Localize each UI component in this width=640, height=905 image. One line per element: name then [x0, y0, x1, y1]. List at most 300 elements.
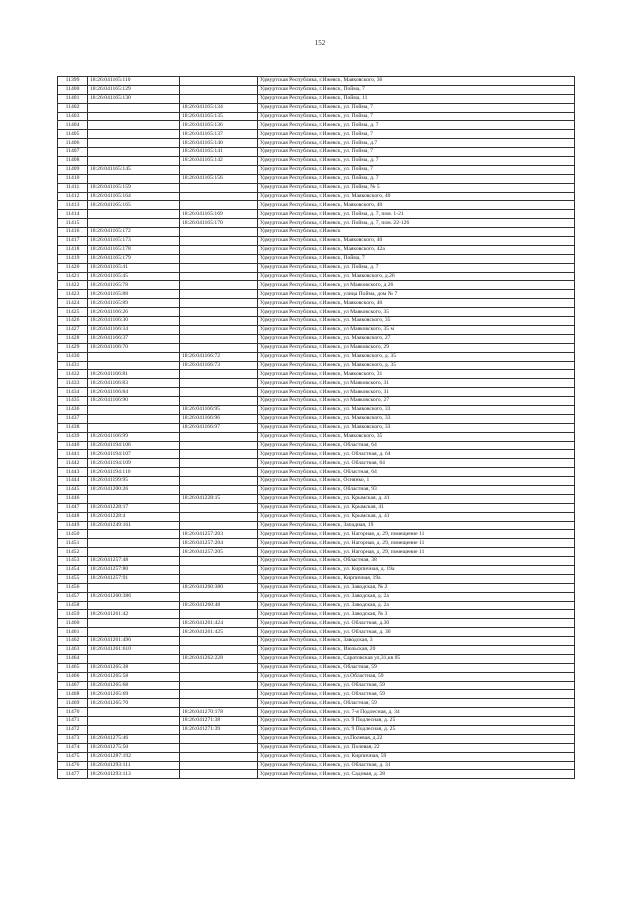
building-cadastral-number — [180, 450, 258, 459]
land-cadastral-number — [88, 405, 180, 414]
building-cadastral-number — [180, 734, 258, 743]
address: Удмуртская Республика, г.Ижевск, Маяковского, 31 — [258, 370, 575, 379]
land-cadastral-number — [88, 352, 180, 361]
row-number: 11436 — [58, 405, 88, 414]
building-cadastral-number: 18:26:041257:205 — [180, 548, 258, 557]
land-cadastral-number: 18:26:041261:610 — [88, 646, 180, 655]
address: Удмуртская Республика, г.Ижевск, ул. Маяковского, 33 — [258, 405, 575, 414]
building-cadastral-number: 18:26:041270:178 — [180, 708, 258, 717]
row-number: 11465 — [58, 663, 88, 672]
land-cadastral-number: 18:26:041166:99 — [88, 432, 180, 441]
building-cadastral-number — [180, 272, 258, 281]
table-row — [58, 690, 575, 699]
building-cadastral-number — [180, 254, 258, 263]
address: Удмуртская Республика, г.Ижевск, ул. Пойма, 7 — [258, 148, 575, 157]
land-cadastral-number: 18:26:041265:69 — [88, 690, 180, 699]
address: Удмуртская Республика, г.Ижевск, ул. Маяковского, 27 — [258, 334, 575, 343]
table-row — [58, 423, 575, 432]
row-number: 11416 — [58, 228, 88, 237]
building-cadastral-number: 18:26:041165:135 — [180, 112, 258, 121]
land-cadastral-number: 18:26:041166:26 — [88, 308, 180, 317]
address: Удмуртская Республика, г.Ижевск, ул. Пойма, д. 7, пом. 1-21 — [258, 210, 575, 219]
row-number: 11417 — [58, 237, 88, 246]
building-cadastral-number — [180, 699, 258, 708]
row-number: 11422 — [58, 281, 88, 290]
address: Удмуртская Республика, г.Ижевск, Западная, 19 — [258, 521, 575, 530]
land-cadastral-number — [88, 654, 180, 663]
land-cadastral-number — [88, 219, 180, 228]
row-number: 11447 — [58, 503, 88, 512]
land-cadastral-number: 18:26:041165:45 — [88, 272, 180, 281]
row-number: 11429 — [58, 343, 88, 352]
row-number: 11401 — [58, 94, 88, 103]
address: Удмуртская Республика, г.Ижевск, ул. Маяковского, д.26 — [258, 272, 575, 281]
table-row — [58, 121, 575, 130]
building-cadastral-number — [180, 299, 258, 308]
building-cadastral-number — [180, 574, 258, 583]
table-row — [58, 414, 575, 423]
table-row — [58, 565, 575, 574]
land-cadastral-number: 18:26:041265:68 — [88, 681, 180, 690]
land-cadastral-number: 18:26:041275:50 — [88, 743, 180, 752]
table-row — [58, 245, 575, 254]
table-row — [58, 254, 575, 263]
building-cadastral-number — [180, 308, 258, 317]
building-cadastral-number: 18:26:041165:137 — [180, 130, 258, 139]
row-number: 11419 — [58, 254, 88, 263]
land-cadastral-number — [88, 601, 180, 610]
table-row — [58, 308, 575, 317]
table-row — [58, 325, 575, 334]
land-cadastral-number: 18:26:041165:130 — [88, 94, 180, 103]
building-cadastral-number: 18:26:041228:15 — [180, 494, 258, 503]
table-row — [58, 272, 575, 281]
land-cadastral-number: 18:26:041200:26 — [88, 485, 180, 494]
land-cadastral-number — [88, 423, 180, 432]
building-cadastral-number — [180, 663, 258, 672]
land-cadastral-number — [88, 619, 180, 628]
address: Удмуртская Республика, г.Ижевск, ул. Пойма, 7 — [258, 112, 575, 121]
row-number: 11471 — [58, 717, 88, 726]
land-cadastral-number — [88, 530, 180, 539]
table-row — [58, 290, 575, 299]
address: Удмуртская Республика, г.Ижевск, ул. Пойма, д. 7 — [258, 174, 575, 183]
table-row — [58, 397, 575, 406]
land-cadastral-number: 18:26:041194:110 — [88, 468, 180, 477]
table-row — [58, 503, 575, 512]
address: Удмуртская Республика, г.Ижевск, Маяковского, 36 — [258, 77, 575, 86]
building-cadastral-number — [180, 503, 258, 512]
table-row — [58, 94, 575, 103]
table-row — [58, 512, 575, 521]
building-cadastral-number: 18:26:041165:134 — [180, 103, 258, 112]
land-cadastral-number: 18:26:041261:496 — [88, 637, 180, 646]
land-cadastral-number: 18:26:041166:84 — [88, 388, 180, 397]
table-row — [58, 583, 575, 592]
land-cadastral-number: 18:26:041166:34 — [88, 325, 180, 334]
building-cadastral-number: 18:26:041165:141 — [180, 148, 258, 157]
row-number: 11409 — [58, 165, 88, 174]
row-number: 11431 — [58, 361, 88, 370]
row-number: 11420 — [58, 263, 88, 272]
table-row — [58, 317, 575, 326]
table-row — [58, 165, 575, 174]
address: Удмуртская Республика, г.Ижевск, ул. Нагорная, д. 29, помещение 11 — [258, 548, 575, 557]
row-number: 11438 — [58, 423, 88, 432]
row-number: 11402 — [58, 103, 88, 112]
land-cadastral-number — [88, 583, 180, 592]
building-cadastral-number: 18:26:041271:39 — [180, 726, 258, 735]
row-number: 11423 — [58, 290, 88, 299]
address: Удмуртская Республика, г.Ижевск, ул Маяковского, 35 — [258, 308, 575, 317]
address: Удмуртская Республика, г.Ижевск, ул. Заводская, № 3 — [258, 610, 575, 619]
building-cadastral-number: 18:26:041165:136 — [180, 121, 258, 130]
building-cadastral-number — [180, 637, 258, 646]
address: Удмуртская Республика, г.Ижевск, ул. Пойма, д.7 — [258, 139, 575, 148]
building-cadastral-number — [180, 94, 258, 103]
building-cadastral-number — [180, 468, 258, 477]
row-number: 11443 — [58, 468, 88, 477]
row-number: 11428 — [58, 334, 88, 343]
address: Удмуртская Республика, г.Ижевск, Областная, 64 — [258, 441, 575, 450]
land-cadastral-number — [88, 121, 180, 130]
row-number: 11476 — [58, 761, 88, 770]
building-cadastral-number — [180, 690, 258, 699]
land-cadastral-number: 18:26:041165:88 — [88, 290, 180, 299]
row-number: 11473 — [58, 734, 88, 743]
address: Удмуртская Республика, г.Ижевск, ул. Нагорная, д. 29, помещение 11 — [258, 530, 575, 539]
row-number: 11463 — [58, 646, 88, 655]
address: Удмуртская Республика, г.Ижевск, ул. Областная, д. 31 — [258, 761, 575, 770]
building-cadastral-number — [180, 565, 258, 574]
row-number: 11439 — [58, 432, 88, 441]
building-cadastral-number: 18:26:041166:95 — [180, 405, 258, 414]
building-cadastral-number — [180, 228, 258, 237]
row-number: 11475 — [58, 752, 88, 761]
land-cadastral-number — [88, 361, 180, 370]
row-number: 11442 — [58, 459, 88, 468]
land-cadastral-number: 18:26:041166:83 — [88, 379, 180, 388]
building-cadastral-number — [180, 165, 258, 174]
address: Удмуртская Республика, г.Ижевск, ул. Заводская, д. 2а — [258, 601, 575, 610]
table-row — [58, 379, 575, 388]
row-number: 11406 — [58, 139, 88, 148]
table-row — [58, 228, 575, 237]
table-row — [58, 610, 575, 619]
row-number: 11434 — [58, 388, 88, 397]
row-number: 11403 — [58, 112, 88, 121]
table-row — [58, 174, 575, 183]
land-cadastral-number: 18:26:041165:159 — [88, 183, 180, 192]
building-cadastral-number — [180, 646, 258, 655]
building-cadastral-number: 18:26:041166:97 — [180, 423, 258, 432]
table-row — [58, 334, 575, 343]
address: Удмуртская Республика, г.Ижевск, Оснянко, 1 — [258, 477, 575, 486]
row-number: 11446 — [58, 494, 88, 503]
table-row — [58, 654, 575, 663]
table-row — [58, 628, 575, 637]
land-cadastral-number: 18:26:041265:58 — [88, 672, 180, 681]
address: Удмуртская Республика, г.Ижевск, улица Пойма, дом № 7 — [258, 290, 575, 299]
table-row — [58, 485, 575, 494]
row-number: 11430 — [58, 352, 88, 361]
address: Удмуртская Республика, г.Ижевск, Кирпичная, 19а — [258, 574, 575, 583]
table-row — [58, 459, 575, 468]
building-cadastral-number — [180, 290, 258, 299]
land-cadastral-number — [88, 726, 180, 735]
address: Удмуртская Республика, г.Ижевск, ул. Пойма, 7 — [258, 130, 575, 139]
address: Удмуртская Республика, г.Ижевск, ул. Заводская, д. 2а — [258, 592, 575, 601]
land-cadastral-number: 18:26:041261:42 — [88, 610, 180, 619]
table-row — [58, 112, 575, 121]
row-number: 11432 — [58, 370, 88, 379]
registry-rows — [58, 77, 575, 779]
table-row — [58, 548, 575, 557]
table-row — [58, 450, 575, 459]
address: Удмуртская Республика, г.Ижевск, Областная, 59 — [258, 663, 575, 672]
address: Удмуртская Республика, г.Ижевск, Маяковского, 42а — [258, 245, 575, 254]
land-cadastral-number: 18:26:041166:81 — [88, 370, 180, 379]
building-cadastral-number: 18:26:041165:156 — [180, 174, 258, 183]
address: Удмуртская Республика, г.Ижевск, Областная, 38 — [258, 557, 575, 566]
building-cadastral-number — [180, 281, 258, 290]
land-cadastral-number: 18:26:041293:111 — [88, 761, 180, 770]
address: Удмуртская Республика, г.Ижевск, ул.Областная, 59 — [258, 672, 575, 681]
row-number: 11477 — [58, 770, 88, 779]
land-cadastral-number — [88, 112, 180, 121]
building-cadastral-number: 18:26:041165:170 — [180, 219, 258, 228]
address: Удмуртская Республика, г.Ижевск, ул Маяковского, 27 — [258, 397, 575, 406]
row-number: 11470 — [58, 708, 88, 717]
land-cadastral-number: 18:26:041166:30 — [88, 317, 180, 326]
row-number: 11452 — [58, 548, 88, 557]
building-cadastral-number — [180, 761, 258, 770]
address: Удмуртская Республика, г.Ижевск, ул. Кирпичная, 59 — [258, 752, 575, 761]
address: Удмуртская Республика, г.Ижевск, ул. Крымская, д. 41 — [258, 512, 575, 521]
row-number: 11415 — [58, 219, 88, 228]
table-row — [58, 574, 575, 583]
table-row — [58, 699, 575, 708]
land-cadastral-number — [88, 628, 180, 637]
row-number: 11418 — [58, 245, 88, 254]
land-cadastral-number: 18:26:041194:109 — [88, 459, 180, 468]
address: Удмуртская Республика, г.Ижевск, ул. Областная, 59 — [258, 690, 575, 699]
building-cadastral-number: 18:26:041166:72 — [180, 352, 258, 361]
address: Удмуртская Республика, г.Ижевск, Маяковского, 40 — [258, 201, 575, 210]
building-cadastral-number — [180, 245, 258, 254]
land-cadastral-number: 18:26:041165:179 — [88, 254, 180, 263]
address: Удмуртская Республика, г.Ижевск, ул. Пойма, д. 7 — [258, 157, 575, 166]
building-cadastral-number — [180, 237, 258, 246]
address: Удмуртская Республика, г.Ижевск, Пойма, 11 — [258, 94, 575, 103]
building-cadastral-number — [180, 557, 258, 566]
row-number: 11441 — [58, 450, 88, 459]
building-cadastral-number — [180, 192, 258, 201]
land-cadastral-number: 18:26:041165:145 — [88, 165, 180, 174]
row-number: 11466 — [58, 672, 88, 681]
table-row — [58, 352, 575, 361]
land-cadastral-number — [88, 174, 180, 183]
row-number: 11449 — [58, 521, 88, 530]
building-cadastral-number: 18:26:041165:142 — [180, 157, 258, 166]
row-number: 11459 — [58, 610, 88, 619]
land-cadastral-number: 18:26:041257:80 — [88, 565, 180, 574]
land-cadastral-number — [88, 494, 180, 503]
building-cadastral-number: 18:26:041261:425 — [180, 628, 258, 637]
land-cadastral-number: 18:26:041165:129 — [88, 85, 180, 94]
building-cadastral-number — [180, 459, 258, 468]
land-cadastral-number: 18:26:041165:173 — [88, 237, 180, 246]
address: Удмуртская Республика, г.Ижевск, ул. Маяковского, 40 — [258, 192, 575, 201]
building-cadastral-number — [180, 485, 258, 494]
address: Удмуртская Республика, г.Ижевск, ул. Областная, 64 — [258, 459, 575, 468]
address: Удмуртская Республика, г.Ижевск, ул. Садовая, д. 28 — [258, 770, 575, 779]
land-cadastral-number — [88, 717, 180, 726]
land-cadastral-number: 18:26:041194:106 — [88, 441, 180, 450]
table-row — [58, 521, 575, 530]
table-row — [58, 743, 575, 752]
table-row — [58, 672, 575, 681]
building-cadastral-number — [180, 441, 258, 450]
building-cadastral-number — [180, 681, 258, 690]
row-number: 11404 — [58, 121, 88, 130]
row-number: 11458 — [58, 601, 88, 610]
table-row — [58, 201, 575, 210]
table-row — [58, 619, 575, 628]
building-cadastral-number — [180, 743, 258, 752]
row-number: 11451 — [58, 539, 88, 548]
table-row — [58, 734, 575, 743]
building-cadastral-number — [180, 183, 258, 192]
building-cadastral-number — [180, 263, 258, 272]
land-cadastral-number — [88, 548, 180, 557]
row-number: 11474 — [58, 743, 88, 752]
land-cadastral-number — [88, 708, 180, 717]
building-cadastral-number — [180, 77, 258, 86]
address: Удмуртская Республика, г.Ижевск, ул. Маяковского, 35 — [258, 317, 575, 326]
table-row — [58, 210, 575, 219]
row-number: 11411 — [58, 183, 88, 192]
row-number: 11457 — [58, 592, 88, 601]
row-number: 11445 — [58, 485, 88, 494]
address: Удмуртская Республика, г.Ижевск, Заводская, 3 — [258, 637, 575, 646]
table-row — [58, 139, 575, 148]
land-cadastral-number: 18:26:041199:95 — [88, 477, 180, 486]
building-cadastral-number: 18:26:041262:228 — [180, 654, 258, 663]
row-number: 11468 — [58, 690, 88, 699]
land-cadastral-number: 18:26:041166:90 — [88, 397, 180, 406]
address: Удмуртская Республика, г.Ижевск, ул. Областная, д. 64 — [258, 450, 575, 459]
land-cadastral-number: 18:26:041275:46 — [88, 734, 180, 743]
address: Удмуртская Республика, г.Ижевск, ул. Пойма, 7 — [258, 165, 575, 174]
row-number: 11467 — [58, 681, 88, 690]
building-cadastral-number — [180, 343, 258, 352]
address: Удмуртская Республика, г.Ижевск, Областная, 64 — [258, 468, 575, 477]
row-number: 11407 — [58, 148, 88, 157]
building-cadastral-number: 18:26:041260:48 — [180, 601, 258, 610]
row-number: 11433 — [58, 379, 88, 388]
row-number: 11426 — [58, 317, 88, 326]
address: Удмуртская Республика, г.Ижевск, Маяковского, 40 — [258, 299, 575, 308]
row-number: 11453 — [58, 557, 88, 566]
table-row — [58, 299, 575, 308]
land-cadastral-number: 18:26:041194:107 — [88, 450, 180, 459]
row-number: 11464 — [58, 654, 88, 663]
land-cadastral-number: 18:26:041293:113 — [88, 770, 180, 779]
table-row — [58, 468, 575, 477]
row-number: 11427 — [58, 325, 88, 334]
row-number: 11408 — [58, 157, 88, 166]
building-cadastral-number — [180, 370, 258, 379]
table-row — [58, 157, 575, 166]
land-cadastral-number: 18:26:041265:70 — [88, 699, 180, 708]
address: Удмуртская Республика, г.Ижевск, ул. Пойма, д. 7, пом. 22-126 — [258, 219, 575, 228]
land-cadastral-number: 18:26:041166:37 — [88, 334, 180, 343]
land-cadastral-number: 18:26:041257:91 — [88, 574, 180, 583]
building-cadastral-number — [180, 477, 258, 486]
building-cadastral-number — [180, 388, 258, 397]
address: Удмуртская Республика, г.Ижевск, Июльская, 20 — [258, 646, 575, 655]
table-row — [58, 77, 575, 86]
row-number: 11472 — [58, 726, 88, 735]
address: Удмуртская Республика, г.Ижевск, ул. Заводская, № 2 — [258, 583, 575, 592]
land-cadastral-number — [88, 148, 180, 157]
table-row — [58, 637, 575, 646]
building-cadastral-number — [180, 521, 258, 530]
address: Удмуртская Республика, г.Ижевск, ул Маяковского, д 26 — [258, 281, 575, 290]
building-cadastral-number: 18:26:041257:203 — [180, 530, 258, 539]
building-cadastral-number — [180, 770, 258, 779]
address: Удмуртская Республика, г.Ижевск, ул. Полевая, 22 — [258, 743, 575, 752]
table-row — [58, 557, 575, 566]
table-row — [58, 370, 575, 379]
address: Удмуртская Республика, г.Ижевск, ул Маяковского, 31 — [258, 388, 575, 397]
address: Удмуртская Республика, г.Ижевск, ул. Областная, д.30 — [258, 619, 575, 628]
building-cadastral-number: 18:26:041165:140 — [180, 139, 258, 148]
row-number: 11421 — [58, 272, 88, 281]
address: Удмуртская Республика, г.Ижевск, ул. Маяковского, 33 — [258, 423, 575, 432]
land-cadastral-number: 18:26:041165:110 — [88, 77, 180, 86]
table-row — [58, 388, 575, 397]
building-cadastral-number — [180, 334, 258, 343]
row-number: 11462 — [58, 637, 88, 646]
page-number: 152 — [314, 39, 326, 47]
table-row — [58, 432, 575, 441]
table-row — [58, 726, 575, 735]
row-number: 11435 — [58, 397, 88, 406]
land-cadastral-number: 18:26:041260:386 — [88, 592, 180, 601]
land-cadastral-number — [88, 130, 180, 139]
table-row — [58, 770, 575, 779]
land-cadastral-number: 18:26:041166:70 — [88, 343, 180, 352]
address: Удмуртская Республика, г.Ижевск, ул Маяковского, 31 — [258, 379, 575, 388]
building-cadastral-number: 18:26:041261:424 — [180, 619, 258, 628]
address: Удмуртская Республика, г.Ижевск — [258, 228, 575, 237]
table-row — [58, 663, 575, 672]
table-row — [58, 477, 575, 486]
land-cadastral-number: 18:26:041165:172 — [88, 228, 180, 237]
row-number: 11461 — [58, 628, 88, 637]
row-number: 11444 — [58, 477, 88, 486]
building-cadastral-number: 18:26:041271:38 — [180, 717, 258, 726]
address: Удмуртская Республика, г.Ижевск, ул. Маяковского, 33 — [258, 414, 575, 423]
row-number: 11440 — [58, 441, 88, 450]
table-row — [58, 103, 575, 112]
table-row — [58, 761, 575, 770]
address: Удмуртская Республика, г.Ижевск, ул. Пойма, д. 7 — [258, 263, 575, 272]
row-number: 11448 — [58, 512, 88, 521]
table-row — [58, 752, 575, 761]
